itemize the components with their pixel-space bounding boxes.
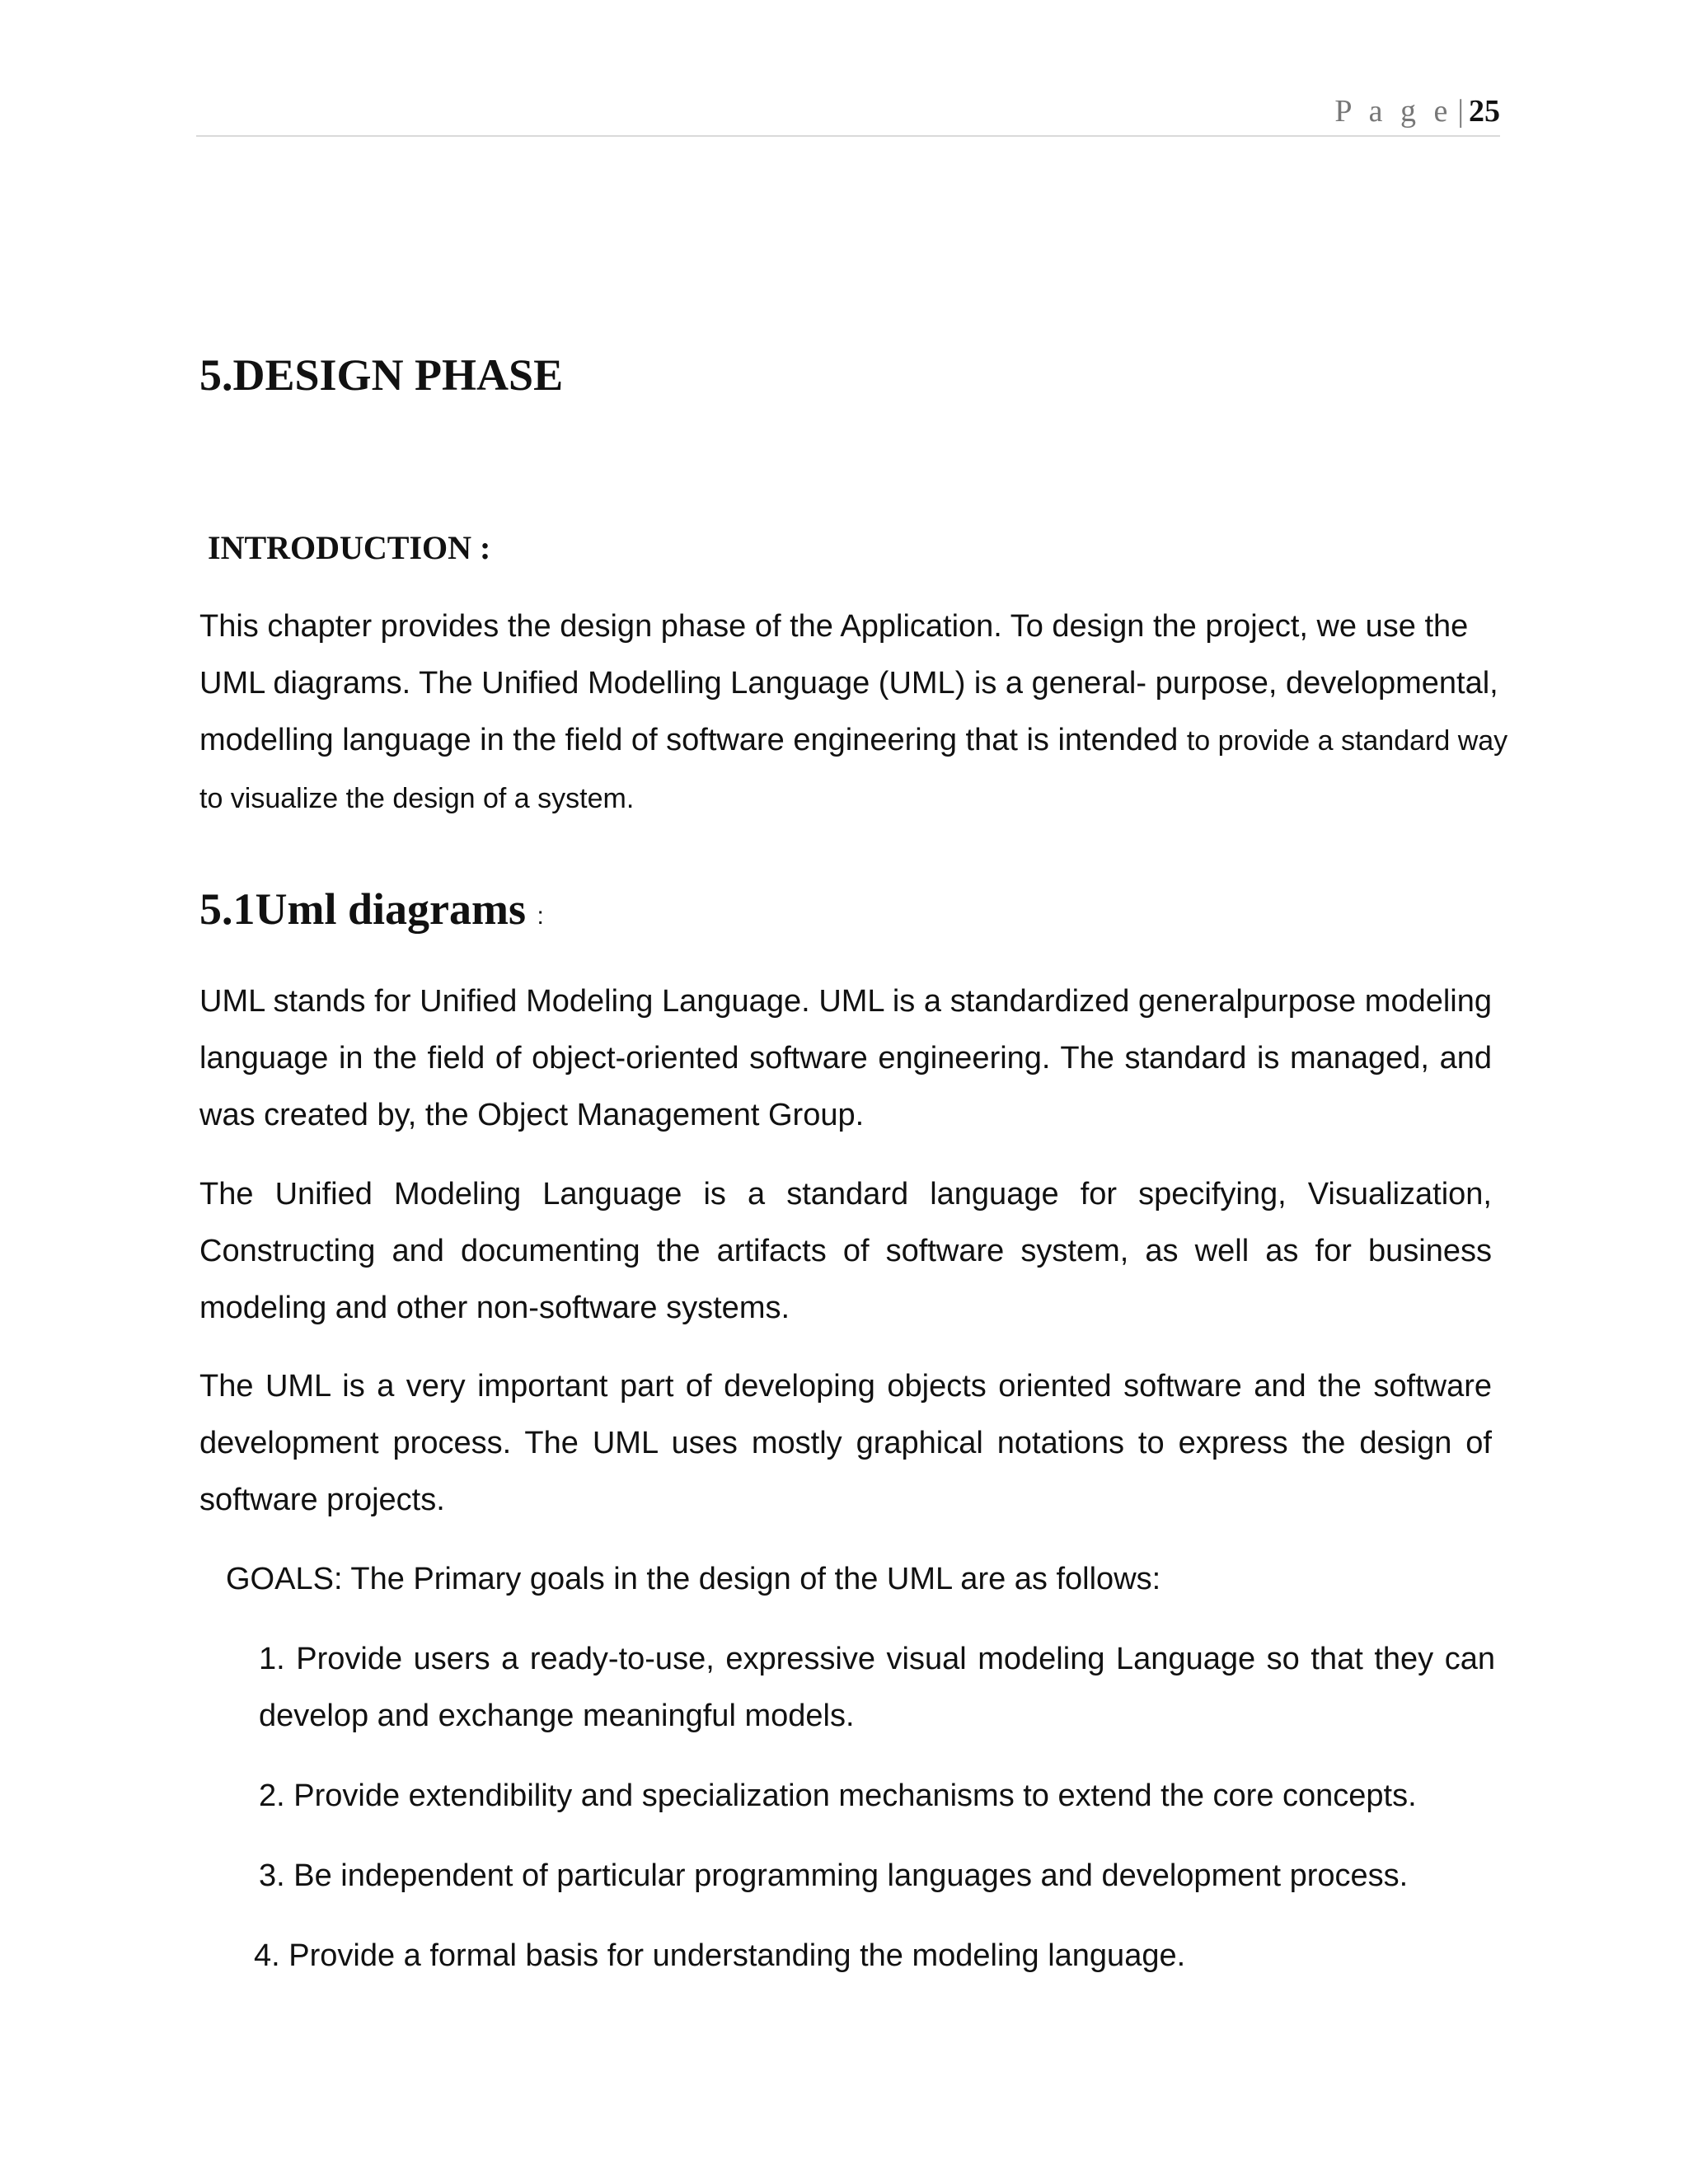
uml-paragraph-2: The Unified Modeling Language is a standard language for specifying, Visualization, Constructing and documenting the artifacts of software system, as well as for business modeling and other non-software systems. [199, 1177, 1492, 1325]
goal-item-2: 2. Provide extendibility and specialization mechanisms to extend the core concepts. [259, 1779, 1417, 1813]
introduction-paragraph [199, 598, 1510, 827]
section-heading [199, 882, 544, 944]
page-number [1334, 92, 1500, 130]
uml-paragraph-3: The UML is a very important part of developing objects oriented software and the software development process. The UML uses mostly graphical notations to express the design of software projects. [199, 1369, 1492, 1517]
goal-item-4: 4. Provide a formal basis for understanding the modeling language. [254, 1938, 1186, 1973]
section-heading-text: 5.1Uml diagrams [199, 884, 526, 934]
page-number-value: 25 [1469, 94, 1500, 129]
page-header [196, 92, 1500, 137]
chapter-title: 5.DESIGN PHASE [199, 350, 564, 400]
goal-item-1: 1. Provide users a ready-to-use, expressive visual modeling Language so that they can develop and exchange meaningful models. [259, 1642, 1495, 1733]
section-heading-colon: : [537, 902, 544, 930]
page-label: P a g e [1334, 94, 1453, 129]
goals-intro: GOALS: The Primary goals in the design of the UML are as follows: [226, 1562, 1161, 1596]
introduction-body: This chapter provides the design phase of the Application. To design the project, we use the UML diagrams. The Unified Modelling Language (UML) is a general- purpose, developmental, modelling language in the field of software engineering that is intended [199, 609, 1498, 757]
goal-item-3: 3. Be independent of particular programming languages and development process. [259, 1858, 1409, 1893]
uml-paragraph-1: UML stands for Unified Modeling Language. UML is a standardized generalpurpose modeling language in the field of object-oriented software engineering. The standard is managed, and was created by, the Object Management Group. [199, 984, 1492, 1132]
introduction-heading: INTRODUCTION : [208, 529, 491, 566]
introduction-body-tail: to provide a standard way to visualize the design of a system. [199, 725, 1508, 814]
page-separator: | [1457, 94, 1464, 129]
